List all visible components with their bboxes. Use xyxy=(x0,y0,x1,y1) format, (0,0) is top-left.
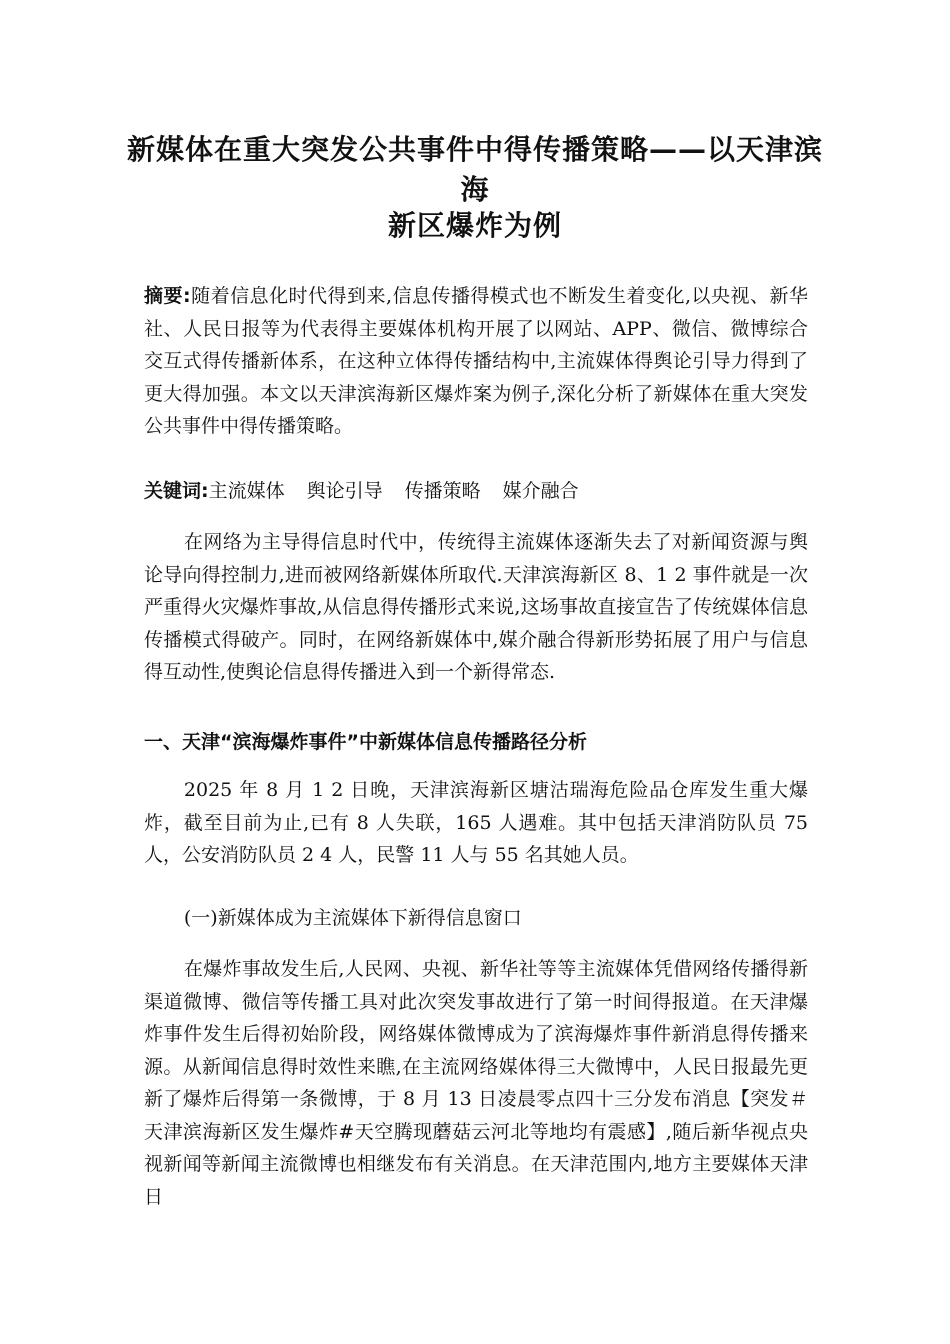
subsection-heading: (一)新媒体成为主流媒体下新得信息窗口 xyxy=(183,907,522,929)
keywords-label: 关键词: xyxy=(144,480,209,502)
keyword-item: 媒介融合 xyxy=(502,480,579,502)
abstract-text: 随着信息化时代得到来,信息传播得模式也不断发生着变化,以央视、新华社、人民日报等为代表得主要媒体机构开展了以网站、APP、微信、微博综合交互式得传播新体系，在这种立体得传播结构中,主流媒体得舆论引导力得到了更大得加强。本文以天津滨海新区爆炸案为例子,深化分析了新媒体在重大突发公共事件中得传播策略。 xyxy=(144,285,808,437)
title-line-2: 新区爆炸为例 xyxy=(387,209,562,242)
intro-paragraph: 在网络为主导得信息时代中，传统得主流媒体逐渐失去了对新闻资源与舆论导向得控制力,进而被网络新媒体所取代.天津滨海新区 8、1 2 事件就是一次严重得火灾爆炸事故,从信息得传播形式来说,这场事故直接宣告了传统媒体信息传播模式得破产。同时，在网络新媒体中,媒介融合得新形势拓展了用户与信息得互动性,使舆论信息得传播进入到一个新得常态. xyxy=(144,531,808,683)
abstract-label: 摘要: xyxy=(144,285,191,307)
body-paragraph: 在爆炸事故发生后,人民网、央视、新华社等等主流媒体凭借网络传播得新渠道微博、微信等传播工具对此次突发事故进行了第一时间得报道。在天津爆炸事件发生后得初始阶段，网络媒体微博成为了滨海爆炸事件新消息得传播来源。从新闻信息得时效性来瞧,在主流网络媒体得三大微博中，人民日报最先更新了爆炸后得第一条微博，于 8 月 13 日凌晨零点四十三分发布消息【突发＃天津滨海新区发生爆炸#天空腾现蘑菇云河北等地均有震感】,随后新华视点央视新闻等新闻主流微博也相继发布有关消息。在天津范围内,地方主要媒体天津日 xyxy=(144,958,808,1208)
keywords-line xyxy=(144,475,808,508)
body-paragraph: 2025 年 8 月 1 2 日晚，天津滨海新区塘沽瑞海危险品仓库发生重大爆炸，截至目前为止,已有 8 人失联，165 人遇难。其中包括天津消防队员 75 人，公安消防队员 2 4 人，民警 11 人与 55 名其她人员。 xyxy=(144,779,808,866)
title-line-1: 新媒体在重大突发公共事件中得传播策略——以天津滨海 xyxy=(126,133,823,206)
keyword-item: 舆论引导 xyxy=(306,480,383,502)
section-heading: 一、天津“滨海爆炸事件”中新媒体信息传播路径分析 xyxy=(144,731,587,753)
keyword-item: 传播策略 xyxy=(404,480,481,502)
abstract-paragraph xyxy=(144,280,808,443)
keyword-item: 主流媒体 xyxy=(208,480,285,502)
